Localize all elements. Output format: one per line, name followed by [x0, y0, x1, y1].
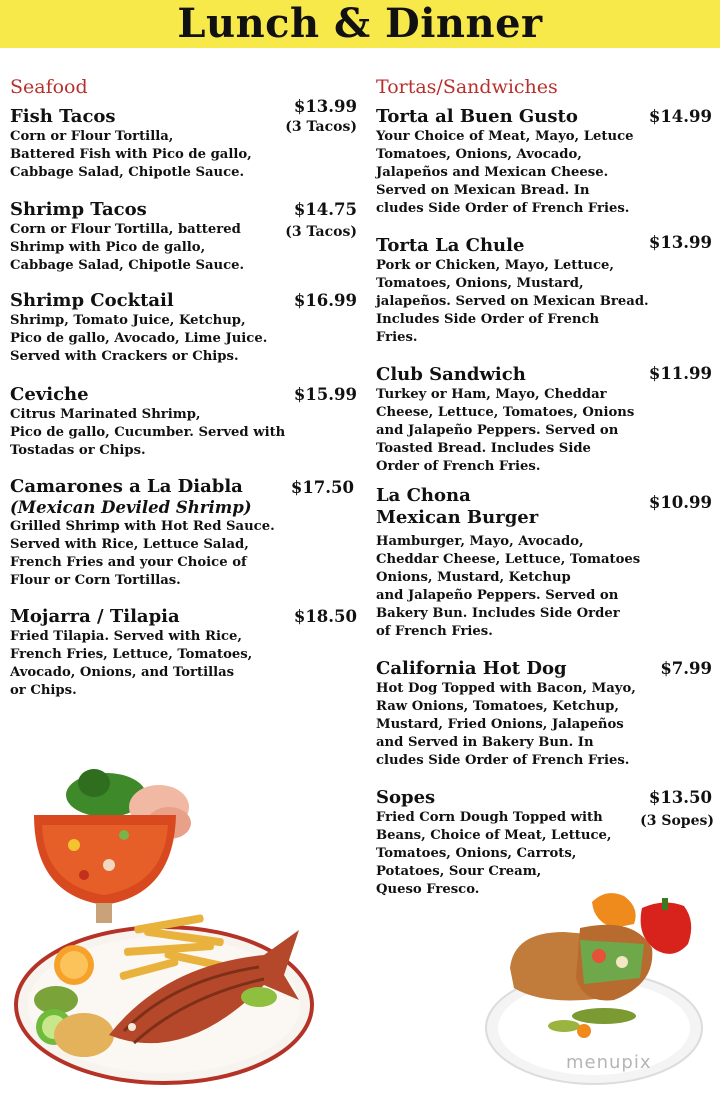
- menu-item-sopes: [376, 787, 612, 899]
- item-name: Club Sandwich: [376, 364, 526, 385]
- header-banner: [0, 0, 720, 48]
- item-price: $14.99: [648, 107, 712, 126]
- seafood-plate-photo: [14, 735, 314, 1090]
- section-title-seafood: Seafood: [10, 76, 88, 98]
- menu-item-shrimp-cocktail: [10, 290, 267, 366]
- menu-item-fish-tacos: [10, 106, 252, 182]
- menu-item-la-chona-burger: [376, 485, 640, 641]
- item-name: Camarones a La Diabla: [10, 476, 243, 497]
- item-price: $7.99: [660, 659, 712, 678]
- menu-item-shrimp-tacos: [10, 199, 244, 275]
- item-name: Shrimp Tacos: [10, 199, 147, 220]
- item-name: Mojarra / Tilapia: [10, 606, 180, 627]
- menu-item-camarones-a-la-diabla: [10, 476, 275, 590]
- item-name-line2: Mexican Burger: [376, 507, 539, 528]
- item-description: Your Choice of Meat, Mayo, Letuce Tomatoes, Onions, Avocado, Jalapeños and Mexican Cheese. Served on Mexican Bread. In cludes Side Order of French Fries.: [376, 129, 634, 216]
- shrimp-cocktail-glass: [34, 769, 191, 923]
- section-title-tortas: Tortas/Sandwiches: [376, 76, 558, 98]
- item-price: $13.99: [293, 97, 357, 116]
- menu-item-torta-al-buen-gusto: [376, 106, 634, 218]
- item-description: Citrus Marinated Shrimp, Pico de gallo, Cucumber. Served with Tostadas or Chips.: [10, 407, 286, 458]
- watermark: menupix: [566, 1052, 652, 1073]
- menu-item-mojarra-tilapia: [10, 606, 252, 700]
- item-description: Fried Corn Dough Topped with Beans, Choice of Meat, Lettuce, Tomatoes, Onions, Carrots, Potatoes, Sour Cream, Queso Fresco.: [376, 810, 612, 897]
- item-description: Hamburger, Mayo, Avocado, Cheddar Cheese, Lettuce, Tomatoes Onions, Mustard, Ketchup and Jalapeño Peppers. Served on Bakery Bun. Includes Side Order of French Fries.: [376, 534, 641, 639]
- item-description: Grilled Shrimp with Hot Red Sauce. Served with Rice, Lettuce Salad, French Fries and your Choice of Flour or Corn Tortillas.: [10, 519, 275, 588]
- item-name: Sopes: [376, 787, 436, 808]
- item-price: $11.99: [648, 364, 712, 383]
- menu-item-torta-la-chule: [376, 235, 649, 347]
- item-name: Fish Tacos: [10, 106, 116, 127]
- page-title: Lunch & Dinner: [177, 0, 543, 47]
- item-price: $13.50: [648, 788, 712, 807]
- item-description: Fried Tilapia. Served with Rice, French Fries, Lettuce, Tomatoes, Avocado, Onions, and Tortillas or Chips.: [10, 629, 253, 698]
- item-quantity: (3 Sopes): [640, 813, 714, 829]
- item-price: $14.75: [293, 200, 357, 219]
- item-name: Shrimp Cocktail: [10, 290, 174, 311]
- menu-item-ceviche: [10, 384, 285, 460]
- item-quantity: (3 Tacos): [285, 224, 357, 240]
- menu-item-club-sandwich: [376, 364, 634, 476]
- item-price: $17.50: [290, 478, 354, 497]
- item-description: Pork or Chicken, Mayo, Lettuce, Tomatoes, Onions, Mustard, jalapeños. Served on Mexican Bread. Includes Side Order of French Fries.: [376, 258, 649, 345]
- item-price: $15.99: [293, 385, 357, 404]
- item-price: $16.99: [293, 291, 357, 310]
- item-name: Torta La Chule: [376, 235, 525, 256]
- item-price: $13.99: [648, 233, 712, 252]
- item-quantity: (3 Tacos): [285, 119, 357, 135]
- item-description: Corn or Flour Tortilla, battered Shrimp with Pico de gallo, Cabbage Salad, Chipotle Sauce.: [10, 222, 245, 273]
- item-description: Turkey or Ham, Mayo, Cheddar Cheese, Lettuce, Tomatoes, Onions and Jalapeño Peppers. Served on Toasted Bread. Includes Side Order of French Fries.: [376, 387, 635, 474]
- menu-item-california-hot-dog: [376, 658, 636, 770]
- item-price: $18.50: [293, 607, 357, 626]
- item-description: Hot Dog Topped with Bacon, Mayo, Raw Onions, Tomatoes, Ketchup, Mustard, Fried Onions, Jalapeños and Served in Bakery Bun. In cludes Side Order of French Fries.: [376, 681, 636, 768]
- item-description: Shrimp, Tomato Juice, Ketchup, Pico de gallo, Avocado, Lime Juice. Served with Crackers or Chips.: [10, 313, 268, 364]
- fried-tilapia-plate: [16, 914, 312, 1083]
- item-price: $10.99: [648, 493, 712, 512]
- item-name: Torta al Buen Gusto: [376, 106, 578, 127]
- item-name: California Hot Dog: [376, 658, 567, 679]
- item-description: Corn or Flour Tortilla, Battered Fish with Pico de gallo, Cabbage Salad, Chipotle Sauce.: [10, 129, 252, 180]
- item-name: La Chona: [376, 485, 471, 506]
- item-name: Ceviche: [10, 384, 89, 405]
- item-subtitle: (Mexican Deviled Shrimp): [10, 498, 252, 517]
